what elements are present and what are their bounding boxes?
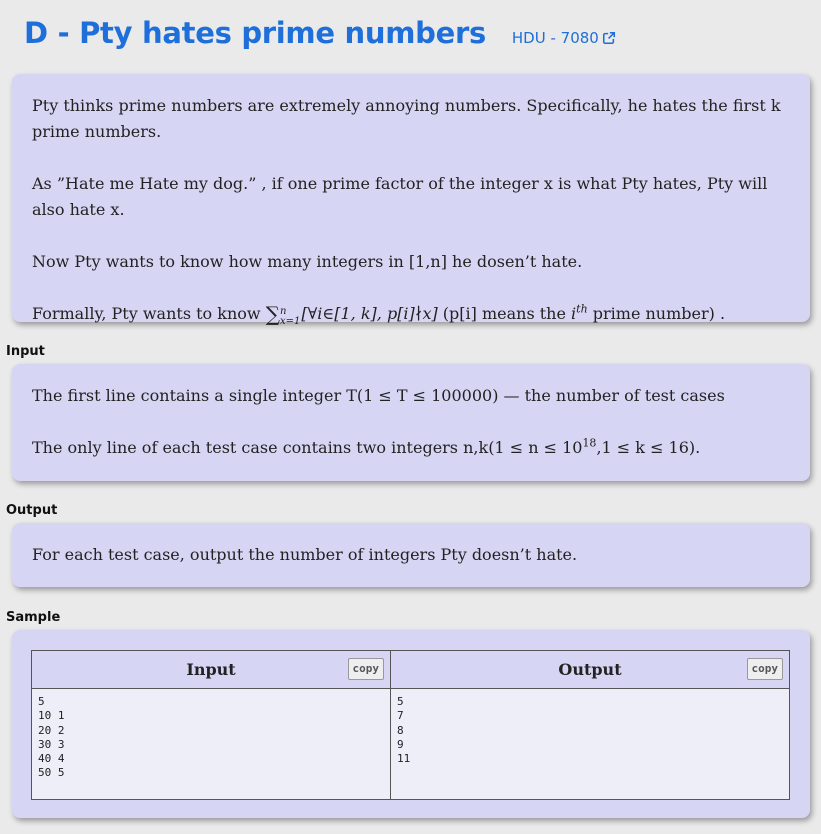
sample-table [31,650,790,800]
copy-output-button[interactable]: copy [747,658,784,680]
input-paragraph-2-sup: 18 [582,436,597,450]
input-card [12,364,810,481]
description-paragraph-3: Now Pty wants to know how many integers in [1,n] he dosen’t hate. [32,252,583,271]
sum-formula: ∑ n x=1 [∀i∈[1, k], p[i]∤x] [265,302,438,327]
formula-i: i [571,304,577,323]
input-paragraph-2-suffix: ,1 ≤ k ≤ 16). [596,438,701,457]
description-card [12,74,810,327]
formula-prefix: Formally, Pty wants to know [32,304,261,323]
sample-section-label: Sample [6,610,61,625]
sum-upper: n [279,306,287,317]
sample-input-header [32,651,391,689]
input-section-label: Input [6,344,45,359]
output-card [12,523,810,587]
sample-output-text: 5 7 8 9 11 [397,695,411,766]
formula-suffix: prime number) . [587,304,726,323]
sum-lower: x=1 [279,316,301,327]
source-link-label: HDU - 7080 [511,29,599,47]
sample-input-header-label: Input [186,659,236,679]
sample-input-cell [32,689,391,800]
sample-output-cell [391,689,790,800]
title-row [24,16,616,60]
output-paragraph-1: For each test case, output the number of integers Pty doesn’t hate. [32,545,578,564]
input-paragraph-2 [32,435,790,461]
sum-expression: [∀i∈[1, k], p[i]∤x] [301,304,438,323]
sample-card [12,630,810,818]
sample-output-header [391,651,790,689]
description-paragraph-2: As ”Hate me Hate my dog.” , if one prime factor of the integer x is what Pty hates, Pty will also hate x. [32,174,768,219]
input-paragraph-2-prefix: The only line of each test case contains two integers n,k(1 ≤ n ≤ 10 [32,438,583,457]
description-paragraph-4 [32,301,790,327]
sample-input-text: 5 10 1 20 2 30 3 40 4 50 5 [38,695,65,780]
sample-output-header-label: Output [558,659,622,679]
input-paragraph-1: The first line contains a single integer T(1 ≤ T ≤ 100000) — the number of test cases [32,386,725,405]
copy-input-button[interactable]: copy [348,658,385,680]
description-paragraph-1: Pty thinks prime numbers are extremely annoying numbers. Specifically, he hates the first k prime numbers. [32,96,781,141]
formula-th: th [576,302,588,316]
source-link[interactable] [512,29,616,47]
output-section-label: Output [6,503,58,518]
external-link-icon [602,31,616,45]
problem-title: D - Pty hates prime numbers [24,16,486,50]
formula-mid: (p[i] means the [437,304,572,323]
